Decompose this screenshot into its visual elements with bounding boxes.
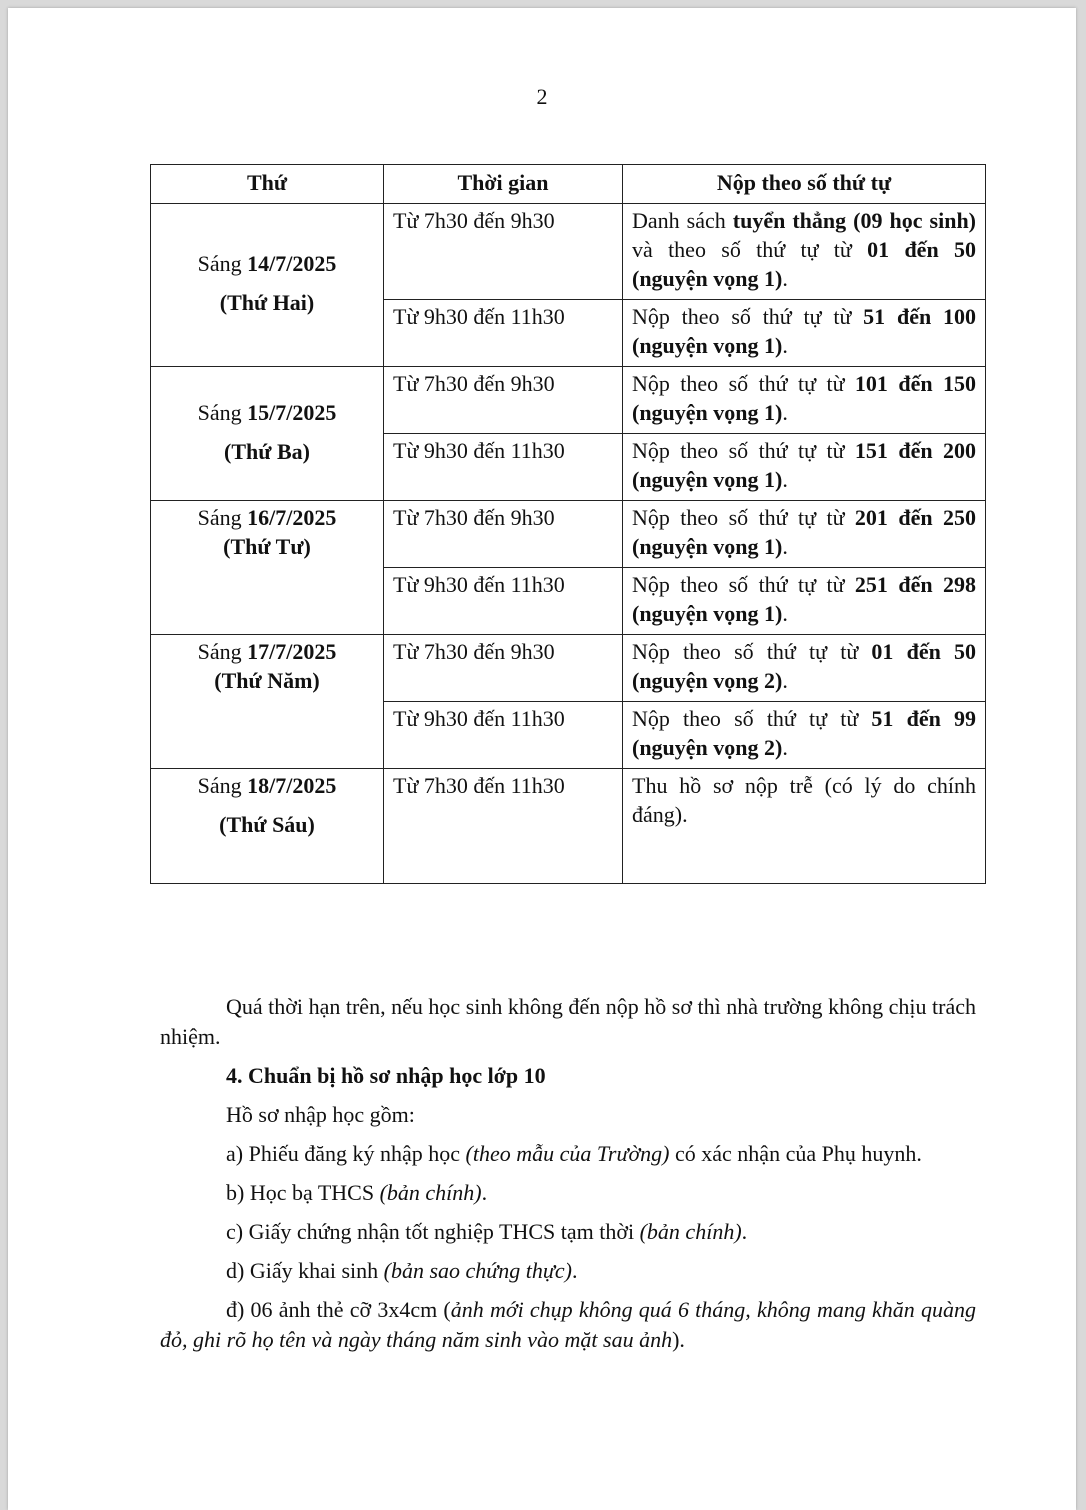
list-item: b) Học bạ THCS (bản chính). [226, 1180, 488, 1205]
desc-cell: Nộp theo số thứ tự từ 01 đến 50 (nguyện vọng 2). [623, 635, 986, 702]
list-item: đ) 06 ảnh thẻ cỡ 3x4cm (ảnh mới chụp không quá 6 tháng, không mang khăn quàng đỏ, ghi rõ họ tên và ngày tháng năm sinh vào mặt sau ảnh). [160, 1297, 976, 1352]
page-number: 2 [536, 84, 548, 109]
desc-cell: Thu hồ sơ nộp trễ (có lý do chính đáng). [623, 769, 986, 884]
day-cell: Sáng 17/7/2025 (Thứ Năm) [151, 635, 384, 769]
intro-paragraph: Hồ sơ nhập học gồm: [226, 1102, 415, 1127]
header-time: Thời gian [384, 165, 623, 204]
time-cell: Từ 9h30 đến 11h30 [384, 568, 623, 635]
list-item: a) Phiếu đăng ký nhập học (theo mẫu của Trường) có xác nhận của Phụ huynh. [226, 1141, 922, 1166]
desc-cell: Nộp theo số thứ tự từ 51 đến 100 (nguyện vọng 1). [623, 300, 986, 367]
day-weekday: (Thứ Ba) [224, 438, 310, 464]
day-date: 15/7/2025 [247, 399, 337, 425]
day-cell: Sáng 16/7/2025 (Thứ Tư) [151, 501, 384, 635]
day-date: 18/7/2025 [247, 773, 337, 798]
time-cell: Từ 7h30 đến 9h30 [384, 501, 623, 568]
table-row [151, 204, 986, 300]
document-page [8, 8, 1076, 1510]
desc-cell: Nộp theo số thứ tự từ 51 đến 99 (nguyện vọng 2). [623, 702, 986, 769]
table-row [151, 635, 986, 702]
time-cell: Từ 7h30 đến 11h30 [384, 769, 623, 884]
body-text [160, 992, 976, 1364]
table-row [151, 769, 986, 884]
day-cell: Sáng 15/7/2025 (Thứ Ba) [151, 367, 384, 501]
desc-cell: Nộp theo số thứ tự từ 251 đến 298 (nguyện vọng 1). [623, 568, 986, 635]
desc-cell: Nộp theo số thứ tự từ 151 đến 200 (nguyện vọng 1). [623, 434, 986, 501]
day-cell: Sáng 18/7/2025 (Thứ Sáu) [151, 769, 384, 884]
desc-cell: Nộp theo số thứ tự từ 101 đến 150 (nguyện vọng 1). [623, 367, 986, 434]
desc-cell: Danh sách tuyển thẳng (09 học sinh) và theo số thứ tự từ 01 đến 50 (nguyện vọng 1). [623, 204, 986, 300]
time-cell: Từ 7h30 đến 9h30 [384, 367, 623, 434]
list-item: c) Giấy chứng nhận tốt nghiệp THCS tạm thời (bản chính). [226, 1219, 748, 1244]
header-submit: Nộp theo số thứ tự [623, 165, 986, 204]
time-cell: Từ 9h30 đến 11h30 [384, 702, 623, 769]
list-item: d) Giấy khai sinh (bản sao chứng thực). [226, 1258, 578, 1283]
day-date: 17/7/2025 [247, 639, 337, 664]
section-heading: 4. Chuẩn bị hồ sơ nhập học lớp 10 [226, 1063, 546, 1088]
time-cell: Từ 9h30 đến 11h30 [384, 434, 623, 501]
day-weekday: (Thứ Sáu) [219, 812, 315, 837]
day-weekday: (Thứ Năm) [214, 668, 320, 693]
time-cell: Từ 7h30 đến 9h30 [384, 204, 623, 300]
notice-paragraph: Quá thời hạn trên, nếu học sinh không đến nộp hồ sơ thì nhà trường không chịu trách nhiệm. [160, 994, 976, 1049]
table-row [151, 501, 986, 568]
day-weekday: (Thứ Hai) [219, 290, 315, 315]
header-day: Thứ [151, 165, 384, 204]
table-header-row [151, 165, 986, 204]
time-cell: Từ 7h30 đến 9h30 [384, 635, 623, 702]
table-row [151, 367, 986, 434]
day-date: 16/7/2025 [247, 505, 337, 530]
day-weekday: (Thứ Tư) [223, 534, 311, 559]
time-cell: Từ 9h30 đến 11h30 [384, 300, 623, 367]
day-date: 14/7/2025 [247, 251, 337, 276]
schedule-table [150, 164, 986, 884]
day-cell: Sáng 14/7/2025 (Thứ Hai) [151, 204, 384, 367]
desc-cell: Nộp theo số thứ tự từ 201 đến 250 (nguyện vọng 1). [623, 501, 986, 568]
